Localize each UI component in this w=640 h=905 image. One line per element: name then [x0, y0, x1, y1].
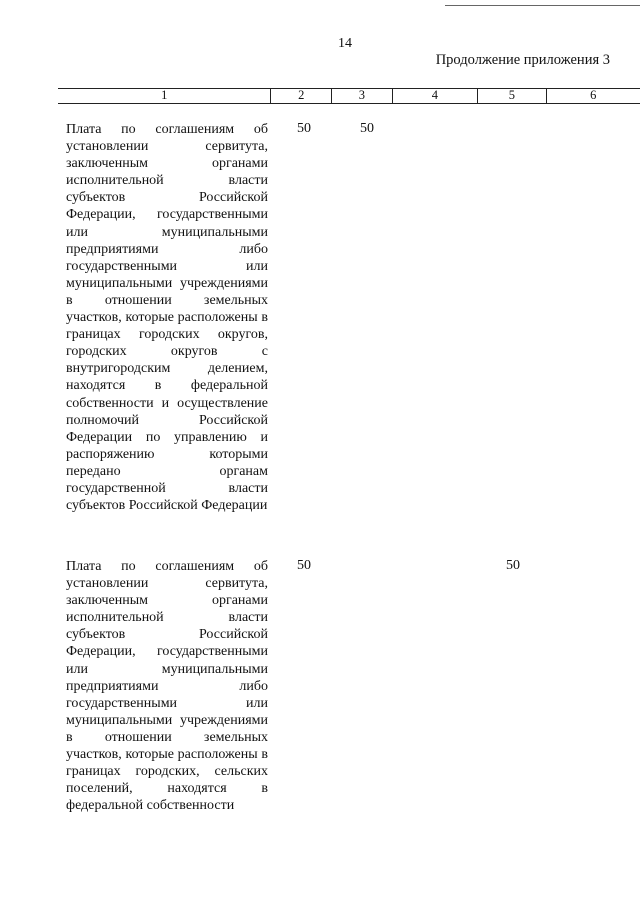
column-header-3: 3 [332, 88, 393, 104]
table-header [58, 88, 640, 104]
column-header-4: 4 [392, 88, 477, 104]
row-value-col5: 50 [506, 558, 520, 573]
table-row [66, 558, 268, 814]
row-value-col2: 50 [297, 558, 311, 573]
column-header-2: 2 [271, 88, 332, 104]
column-header-1: 1 [58, 88, 271, 104]
row-description: Плата по соглашениям об установлении сервитута, заключенным органами исполнительной власти субъектов Российской Федерации, государственными или муниципальными предприятиями либо государственными или муниципальными учреждениями в отношении земельных участков, которые расположены в границах городских округов, городских округов с внутригородским делением, находятся в федеральной собственности и осуществление полномочий Российской Федерации по управлению и распоряжению которыми передано органам государственной власти субъектов Российской Федерации [66, 122, 268, 514]
row-value-col2: 50 [297, 121, 311, 136]
column-header-6: 6 [546, 88, 640, 104]
column-header-5: 5 [478, 88, 547, 104]
page-number: 14 [338, 36, 352, 51]
continuation-label: Продолжение приложения 3 [435, 52, 610, 68]
row-value-col3: 50 [360, 121, 374, 136]
row-description: Плата по соглашениям об установлении сервитута, заключенным органами исполнительной власти субъектов Российской Федерации, государственными или муниципальными предприятиями либо государственными или муниципальными учреждениями в отношении земельных участков, которые расположены в границах городских, сельских поселений, находятся в федеральной собственности [66, 559, 268, 814]
table-row [66, 121, 268, 514]
top-edge-line [445, 5, 640, 6]
